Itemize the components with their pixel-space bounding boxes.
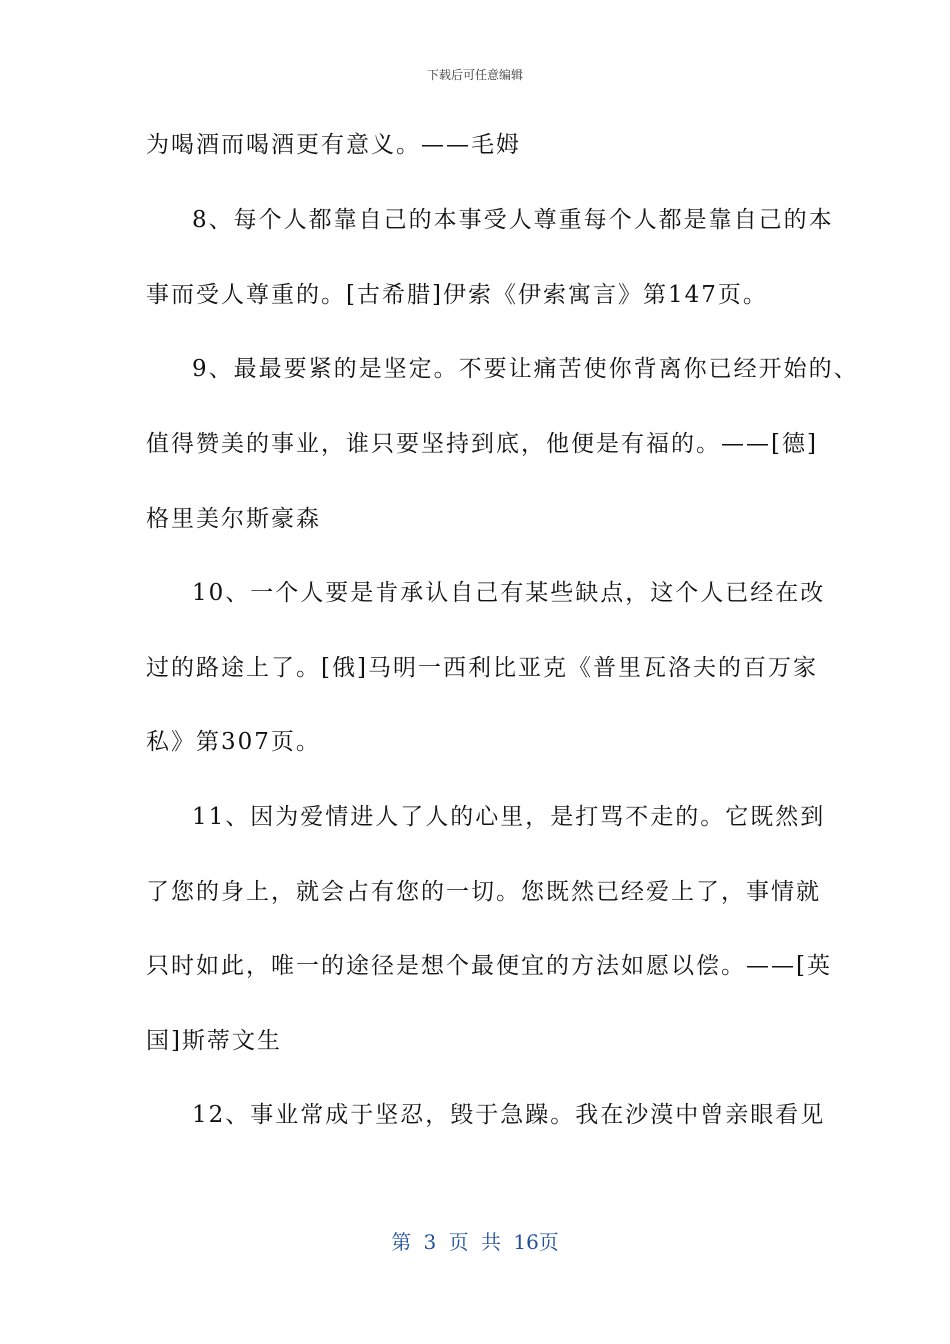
text-line: 8、每个人都靠自己的本事受人尊重每个人都是靠自己的本	[192, 207, 834, 233]
text-line: 值得赞美的事业，谁只要坚持到底，他便是有福的。——[德]	[146, 431, 818, 457]
text-line: 11、因为爱情进人了人的心里，是打骂不走的。它既然到	[192, 804, 826, 830]
text-line: 9、最最要紧的是坚定。不要让痛苦使你背离你已经开始的、	[192, 356, 859, 382]
text-line: 只时如此，唯一的途径是想个最便宜的方法如愿以偿。——[英	[146, 953, 832, 979]
text-line: 12、事业常成于坚忍，毁于急躁。我在沙漠中曾亲眼看见	[192, 1102, 826, 1128]
text-line: 过的路途上了。[俄]马明一西利比亚克《普里瓦洛夫的百万家	[146, 655, 818, 681]
page-footer: 第 3 页 共 16页	[391, 1230, 559, 1254]
page-header: 下载后可任意编辑	[426, 68, 523, 82]
text-line: 为喝酒而喝酒更有意义。——毛姆	[146, 132, 521, 158]
text-line: 事而受人尊重的。[古希腊]伊索《伊索寓言》第147页。	[146, 282, 768, 308]
text-line: 格里美尔斯豪森	[146, 506, 321, 532]
text-line: 10、一个人要是肯承认自己有某些缺点，这个人已经在改	[192, 580, 826, 606]
text-line: 了您的身上，就会占有您的一切。您既然已经爱上了，事情就	[146, 879, 821, 905]
text-line: 国]斯蒂文生	[146, 1028, 282, 1054]
text-line: 私》第307页。	[146, 729, 321, 755]
